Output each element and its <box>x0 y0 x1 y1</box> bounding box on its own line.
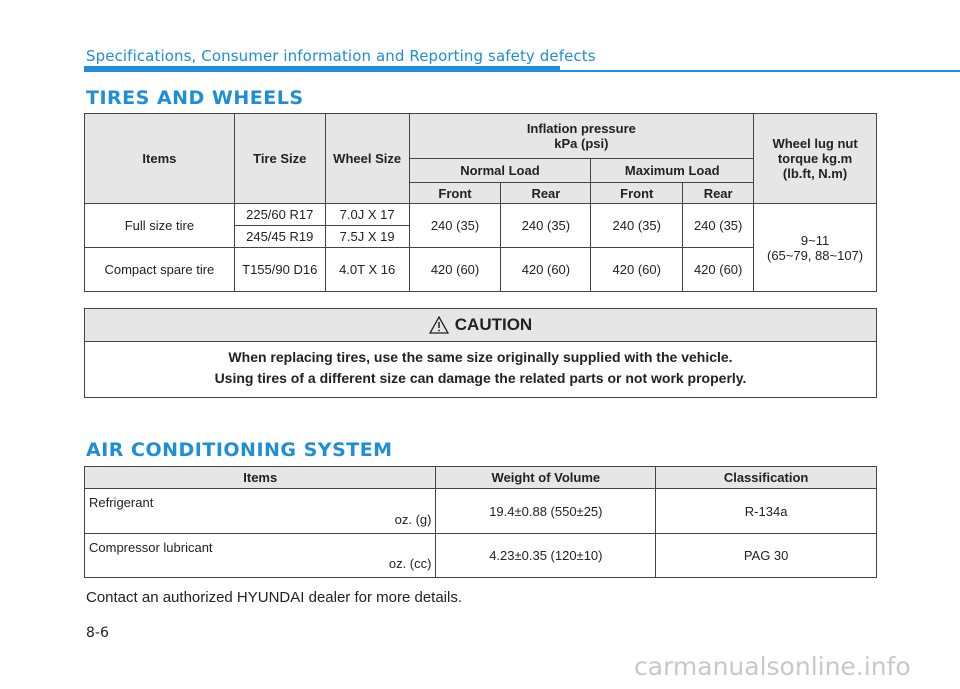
col-header-inflation <box>409 114 754 159</box>
classification-cell: PAG 30 <box>656 534 877 578</box>
row-item-compact-spare: Compact spare tire <box>85 248 235 292</box>
contact-note: Contact an authorized HYUNDAI dealer for more details. <box>86 589 463 606</box>
table-row <box>85 534 877 578</box>
weight-cell: 4.23±0.35 (120±10) <box>436 534 656 578</box>
caution-header <box>85 309 876 342</box>
row-item-full-size: Full size tire <box>85 204 235 248</box>
col-header-wheel-size: Wheel Size <box>325 114 409 204</box>
max-front-cell: 420 (60) <box>591 248 683 292</box>
table-row <box>85 489 877 534</box>
wheel-size-cell: 7.0J X 17 <box>325 204 409 226</box>
normal-rear-cell: 240 (35) <box>501 204 591 248</box>
caution-title: CAUTION <box>454 315 533 334</box>
col-header-normal-rear: Rear <box>501 183 591 204</box>
normal-front-cell: 240 (35) <box>409 204 501 248</box>
col-header-weight: Weight of Volume <box>436 467 656 489</box>
page-number: 8-6 <box>86 625 109 641</box>
max-front-cell: 240 (35) <box>591 204 683 248</box>
col-header-lug-nut <box>754 114 877 204</box>
caution-box <box>84 308 877 398</box>
air-conditioning-title: AIR CONDITIONING SYSTEM <box>86 439 393 461</box>
header-rule-thin <box>560 70 960 72</box>
item-name: Refrigerant <box>89 495 154 510</box>
header-rule-thick <box>84 66 560 72</box>
lug-torque-units: (65~79, 88~107) <box>766 247 864 263</box>
col-header-max-rear: Rear <box>683 183 754 204</box>
warning-triangle-icon <box>429 316 449 334</box>
tires-wheels-title: TIRES AND WHEELS <box>86 87 304 109</box>
wheel-size-cell: 7.5J X 19 <box>325 226 409 248</box>
item-name: Compressor lubricant <box>89 540 213 555</box>
col-header-maximum-load: Maximum Load <box>591 159 754 183</box>
inflation-label: Inflation pressure <box>526 121 636 136</box>
lug-label-3: (lb.ft, N.m) <box>782 166 848 181</box>
tire-size-cell: 225/60 R17 <box>234 204 325 226</box>
lug-label-1: Wheel lug nut <box>772 136 858 151</box>
col-header-classification: Classification <box>656 467 877 489</box>
caution-line-2: Using tires of a different size can damage the related parts or not work properly. <box>214 370 747 386</box>
max-rear-cell: 240 (35) <box>683 204 754 248</box>
air-conditioning-table <box>84 466 877 578</box>
tires-wheels-table <box>84 113 877 292</box>
row-item-refrigerant <box>85 489 436 534</box>
col-header-items: Items <box>85 114 235 204</box>
watermark: carmanualsonline.info <box>634 652 911 681</box>
lug-label-2: torque kg.m <box>777 151 853 166</box>
section-header: Specifications, Consumer information and Reporting safety defects <box>86 47 596 65</box>
inflation-unit: kPa (psi) <box>554 136 609 151</box>
normal-front-cell: 420 (60) <box>409 248 501 292</box>
item-unit: oz. (cc) <box>388 556 432 571</box>
col-header-items: Items <box>85 467 436 489</box>
lug-torque-cell <box>754 204 877 292</box>
lug-torque-value: 9~11 <box>800 232 830 248</box>
item-unit: oz. (g) <box>394 512 432 527</box>
tire-size-cell: T155/90 D16 <box>234 248 325 292</box>
col-header-max-front: Front <box>591 183 683 204</box>
max-rear-cell: 420 (60) <box>683 248 754 292</box>
caution-line-1: When replacing tires, use the same size originally supplied with the vehicle. <box>228 349 733 365</box>
normal-rear-cell: 420 (60) <box>501 248 591 292</box>
col-header-tire-size: Tire Size <box>234 114 325 204</box>
wheel-size-cell: 4.0T X 16 <box>325 248 409 292</box>
table-row <box>85 204 877 226</box>
caution-body <box>85 342 876 389</box>
tire-size-cell: 245/45 R19 <box>234 226 325 248</box>
classification-cell: R-134a <box>656 489 877 534</box>
col-header-normal-load: Normal Load <box>409 159 591 183</box>
weight-cell: 19.4±0.88 (550±25) <box>436 489 656 534</box>
row-item-compressor-lubricant <box>85 534 436 578</box>
col-header-normal-front: Front <box>409 183 501 204</box>
